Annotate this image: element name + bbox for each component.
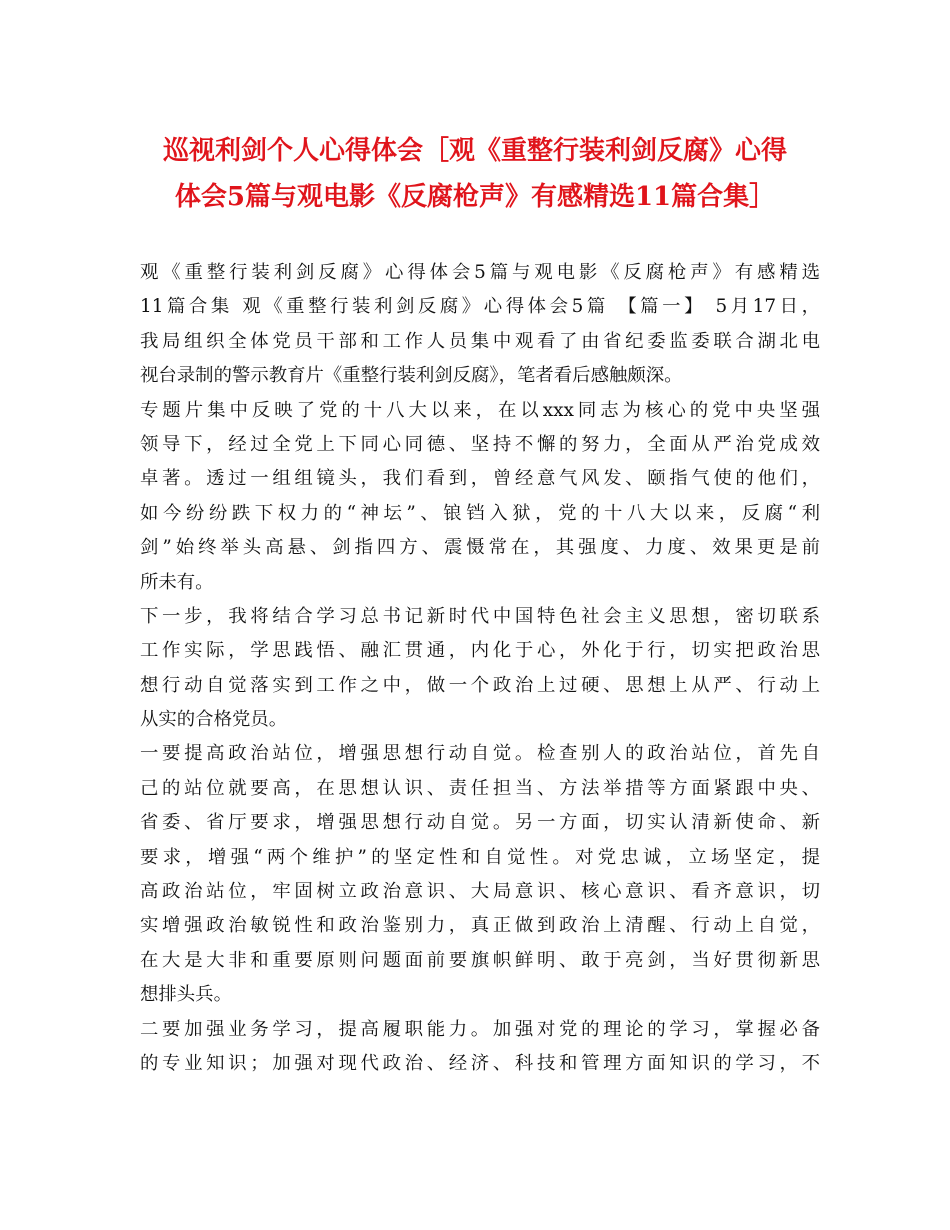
text-line: 一要提高政治站位，增强思想行动自觉。检查别人的政治站位，首先自 [140,743,820,765]
text-line: 卓著。透过一组组镜头，我们看到，曾经意气风发、颐指气使的他们， [140,468,820,490]
text-line: 高政治站位，牢固树立政治意识、大局意识、核心意识、看齐意识，切 [140,881,820,903]
paragraph-5 [140,1013,820,1082]
text-line: 工作实际，学思践悟、融汇贯通，内化于心，外化于行，切实把政治思 [140,640,820,662]
paragraph-3 [140,600,820,738]
text-line: 的专业知识；加强对现代政治、经济、科技和管理方面知识的学习，不 [140,1052,820,1074]
text-line: 下一步，我将结合学习总书记新时代中国特色社会主义思想，密切联系 [140,605,820,627]
text-line: 实增强政治敏锐性和政治鉴别力，真正做到政治上清醒、行动上自觉， [140,915,820,937]
text-line: 想行动自觉落实到工作之中，做一个政治上过硬、思想上从严、行动上 [140,674,820,696]
document-title [120,128,830,220]
text-line: 在大是大非和重要原则问题面前要旗帜鲜明、敢于亮剑，当好贯彻新思 [140,949,820,971]
text-line: 剑”始终举头高悬、剑指四方、震慑常在，其强度、力度、效果更是前 [140,537,820,559]
paragraph-1 [140,256,820,394]
text-line: 观《重整行装利剑反腐》心得体会5篇与观电影《反腐枪声》有感精选 [140,262,820,283]
paragraph-2 [140,394,820,600]
text-line: 专题片集中反映了党的十八大以来，在以xxx同志为核心的党中央坚强 [140,399,820,421]
text-line: 如今纷纷跌下权力的“神坛”、锒铛入狱，党的十八大以来，反腐“利 [140,502,820,524]
text-line: 领导下，经过全党上下同心同德、坚持不懈的努力，全面从严治党成效 [140,433,820,455]
document-body [140,256,820,1081]
text-line: 11篇合集 观《重整行装利剑反腐》心得体会5篇 【篇一】 5月17日， [140,296,820,318]
text-line: 想排头兵。 [140,984,232,1006]
title-line: 体会5篇与观电影《反腐枪声》有感精选11篇合集］ [174,182,776,212]
text-line: 从实的合格党员。 [140,709,288,731]
text-line: 视台录制的警示教育片《重整行装利剑反腐》，笔者看后感触颇深。 [140,365,683,387]
text-line: 要求，增强“两个维护”的坚定性和自觉性。对党忠诚，立场坚定，提 [140,846,820,868]
title-line: 巡视利剑个人心得体会［观《重整行装利剑反腐》心得 [162,136,787,166]
text-line: 二要加强业务学习，提高履职能力。加强对党的理论的学习，掌握必备 [140,1018,820,1040]
text-line: 己的站位就要高，在思想认识、责任担当、方法举措等方面紧跟中央、 [140,777,820,799]
text-line: 省委、省厅要求，增强思想行动自觉。另一方面，切实认清新使命、新 [140,812,820,834]
text-line: 所未有。 [140,571,214,593]
paragraph-4 [140,737,820,1012]
text-line: 我局组织全体党员干部和工作人员集中观看了由省纪委监委联合湖北电 [140,330,820,352]
